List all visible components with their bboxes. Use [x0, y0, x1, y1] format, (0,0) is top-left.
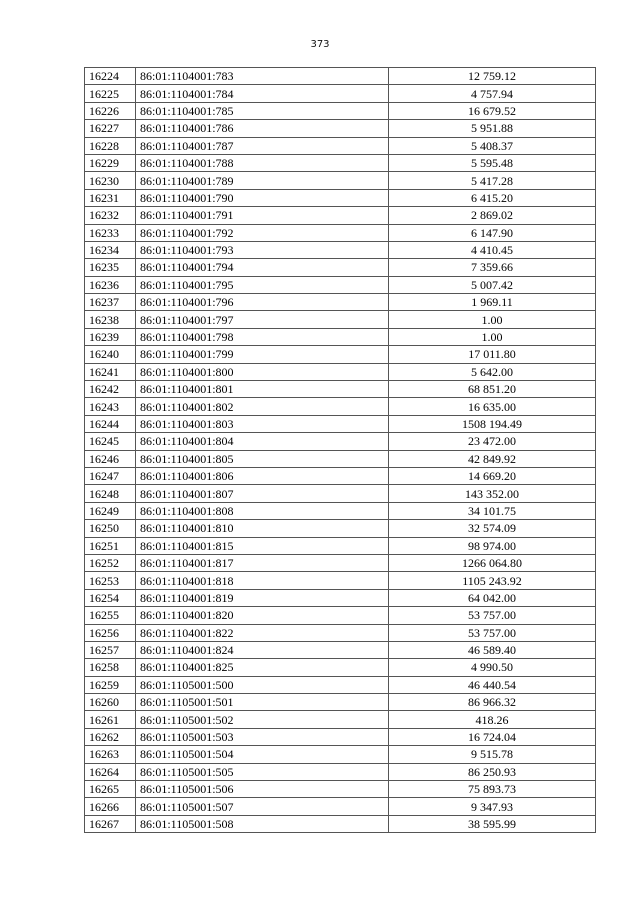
cadastral-number: 86:01:1104001:820: [136, 607, 389, 624]
value-cell: 32 574.09: [389, 520, 596, 537]
value-cell: 14 669.20: [389, 467, 596, 484]
cadastral-number: 86:01:1104001:798: [136, 328, 389, 345]
table-row: [85, 520, 596, 537]
cadastral-number: 86:01:1104001:783: [136, 68, 389, 85]
cadastral-number: 86:01:1104001:791: [136, 207, 389, 224]
value-cell: 16 724.04: [389, 728, 596, 745]
cadastral-number: 86:01:1104001:786: [136, 120, 389, 137]
table-row: [85, 398, 596, 415]
value-cell: 16 679.52: [389, 102, 596, 119]
value-cell: 418.26: [389, 711, 596, 728]
row-number: 16251: [85, 537, 136, 554]
value-cell: 9 515.78: [389, 746, 596, 763]
value-cell: 68 851.20: [389, 381, 596, 398]
row-number: 16232: [85, 207, 136, 224]
value-cell: 1.00: [389, 311, 596, 328]
value-cell: 86 250.93: [389, 763, 596, 780]
row-number: 16247: [85, 467, 136, 484]
value-cell: 1 969.11: [389, 294, 596, 311]
table-row: [85, 154, 596, 171]
row-number: 16266: [85, 798, 136, 815]
value-cell: 4 990.50: [389, 659, 596, 676]
row-number: 16249: [85, 502, 136, 519]
cadastral-number: 86:01:1104001:801: [136, 381, 389, 398]
value-cell: 143 352.00: [389, 485, 596, 502]
value-cell: 6 415.20: [389, 189, 596, 206]
cadastral-number: 86:01:1104001:825: [136, 659, 389, 676]
cadastral-number: 86:01:1104001:800: [136, 363, 389, 380]
page-number: 373: [310, 39, 330, 50]
value-cell: 98 974.00: [389, 537, 596, 554]
table-row: [85, 467, 596, 484]
table-row: [85, 346, 596, 363]
table-row: [85, 624, 596, 641]
cadastral-number: 86:01:1105001:502: [136, 711, 389, 728]
table-row: [85, 241, 596, 258]
value-cell: 2 869.02: [389, 207, 596, 224]
value-cell: 4 757.94: [389, 85, 596, 102]
table-row: [85, 554, 596, 571]
value-cell: 5 417.28: [389, 172, 596, 189]
table-row: [85, 694, 596, 711]
row-number: 16248: [85, 485, 136, 502]
table-row: [85, 259, 596, 276]
row-number: 16226: [85, 102, 136, 119]
table-row: [85, 711, 596, 728]
cadastral-number: 86:01:1104001:795: [136, 276, 389, 293]
value-cell: 1266 064.80: [389, 554, 596, 571]
cadastral-number: 86:01:1105001:506: [136, 781, 389, 798]
cadastral-number: 86:01:1104001:817: [136, 554, 389, 571]
row-number: 16242: [85, 381, 136, 398]
table-row: [85, 294, 596, 311]
cadastral-number: 86:01:1104001:797: [136, 311, 389, 328]
cadastral-number: 86:01:1104001:804: [136, 433, 389, 450]
cadastral-number: 86:01:1104001:819: [136, 589, 389, 606]
cadastral-number: 86:01:1104001:796: [136, 294, 389, 311]
table-row: [85, 798, 596, 815]
cadastral-number: 86:01:1105001:505: [136, 763, 389, 780]
row-number: 16230: [85, 172, 136, 189]
value-cell: 64 042.00: [389, 589, 596, 606]
table-row: [85, 746, 596, 763]
cadastral-number: 86:01:1104001:787: [136, 137, 389, 154]
row-number: 16262: [85, 728, 136, 745]
table-row: [85, 224, 596, 241]
row-number: 16235: [85, 259, 136, 276]
cadastral-number: 86:01:1104001:785: [136, 102, 389, 119]
row-number: 16260: [85, 694, 136, 711]
cadastral-number: 86:01:1104001:806: [136, 467, 389, 484]
value-cell: 1508 194.49: [389, 415, 596, 432]
row-number: 16246: [85, 450, 136, 467]
row-number: 16253: [85, 572, 136, 589]
table-body: [85, 68, 596, 833]
value-cell: 5 642.00: [389, 363, 596, 380]
cadastral-number: 86:01:1105001:504: [136, 746, 389, 763]
row-number: 16261: [85, 711, 136, 728]
cadastral-number: 86:01:1105001:500: [136, 676, 389, 693]
value-cell: 46 589.40: [389, 641, 596, 658]
cadastral-number: 86:01:1104001:793: [136, 241, 389, 258]
table-row: [85, 763, 596, 780]
value-cell: 4 410.45: [389, 241, 596, 258]
table-row: [85, 276, 596, 293]
table-row: [85, 607, 596, 624]
row-number: 16240: [85, 346, 136, 363]
table-row: [85, 189, 596, 206]
row-number: 16252: [85, 554, 136, 571]
table-row: [85, 502, 596, 519]
value-cell: 42 849.92: [389, 450, 596, 467]
table-row: [85, 207, 596, 224]
table-row: [85, 815, 596, 832]
value-cell: 7 359.66: [389, 259, 596, 276]
row-number: 16229: [85, 154, 136, 171]
cadastral-number: 86:01:1104001:784: [136, 85, 389, 102]
row-number: 16231: [85, 189, 136, 206]
table-row: [85, 537, 596, 554]
cadastral-number: 86:01:1104001:805: [136, 450, 389, 467]
cadastral-number: 86:01:1104001:807: [136, 485, 389, 502]
cadastral-number: 86:01:1105001:507: [136, 798, 389, 815]
row-number: 16254: [85, 589, 136, 606]
table-row: [85, 381, 596, 398]
table-row: [85, 572, 596, 589]
value-cell: 34 101.75: [389, 502, 596, 519]
value-cell: 53 757.00: [389, 607, 596, 624]
value-cell: 46 440.54: [389, 676, 596, 693]
row-number: 16257: [85, 641, 136, 658]
table-row: [85, 641, 596, 658]
cadastral-number: 86:01:1104001:788: [136, 154, 389, 171]
table-row: [85, 433, 596, 450]
cadastral-number: 86:01:1104001:799: [136, 346, 389, 363]
row-number: 16234: [85, 241, 136, 258]
row-number: 16227: [85, 120, 136, 137]
row-number: 16241: [85, 363, 136, 380]
table-row: [85, 485, 596, 502]
cadastral-number: 86:01:1104001:818: [136, 572, 389, 589]
cadastral-number: 86:01:1104001:810: [136, 520, 389, 537]
value-cell: 9 347.93: [389, 798, 596, 815]
value-cell: 38 595.99: [389, 815, 596, 832]
data-table: [84, 67, 596, 833]
value-cell: 5 408.37: [389, 137, 596, 154]
cadastral-number: 86:01:1104001:789: [136, 172, 389, 189]
value-cell: 1105 243.92: [389, 572, 596, 589]
table-row: [85, 328, 596, 345]
table-row: [85, 363, 596, 380]
table-row: [85, 172, 596, 189]
table-row: [85, 85, 596, 102]
cadastral-number: 86:01:1104001:802: [136, 398, 389, 415]
table-row: [85, 68, 596, 85]
table-row: [85, 659, 596, 676]
value-cell: 17 011.80: [389, 346, 596, 363]
value-cell: 5 007.42: [389, 276, 596, 293]
value-cell: 12 759.12: [389, 68, 596, 85]
table-row: [85, 311, 596, 328]
value-cell: 86 966.32: [389, 694, 596, 711]
table-row: [85, 120, 596, 137]
table-row: [85, 102, 596, 119]
cadastral-number: 86:01:1104001:824: [136, 641, 389, 658]
value-cell: 75 893.73: [389, 781, 596, 798]
row-number: 16265: [85, 781, 136, 798]
row-number: 16255: [85, 607, 136, 624]
cadastral-number: 86:01:1104001:815: [136, 537, 389, 554]
row-number: 16250: [85, 520, 136, 537]
cadastral-number: 86:01:1104001:803: [136, 415, 389, 432]
value-cell: 6 147.90: [389, 224, 596, 241]
row-number: 16267: [85, 815, 136, 832]
row-number: 16259: [85, 676, 136, 693]
cadastral-number: 86:01:1105001:508: [136, 815, 389, 832]
row-number: 16243: [85, 398, 136, 415]
row-number: 16224: [85, 68, 136, 85]
row-number: 16239: [85, 328, 136, 345]
cadastral-number: 86:01:1104001:808: [136, 502, 389, 519]
row-number: 16238: [85, 311, 136, 328]
value-cell: 16 635.00: [389, 398, 596, 415]
row-number: 16263: [85, 746, 136, 763]
table-row: [85, 728, 596, 745]
value-cell: 5 951.88: [389, 120, 596, 137]
value-cell: 5 595.48: [389, 154, 596, 171]
row-number: 16258: [85, 659, 136, 676]
row-number: 16264: [85, 763, 136, 780]
row-number: 16244: [85, 415, 136, 432]
row-number: 16236: [85, 276, 136, 293]
value-cell: 23 472.00: [389, 433, 596, 450]
value-cell: 53 757.00: [389, 624, 596, 641]
row-number: 16256: [85, 624, 136, 641]
table-row: [85, 137, 596, 154]
table-row: [85, 676, 596, 693]
row-number: 16237: [85, 294, 136, 311]
table-row: [85, 589, 596, 606]
value-cell: 1.00: [389, 328, 596, 345]
cadastral-number: 86:01:1104001:794: [136, 259, 389, 276]
row-number: 16233: [85, 224, 136, 241]
table-row: [85, 415, 596, 432]
table-row: [85, 450, 596, 467]
cadastral-number: 86:01:1104001:792: [136, 224, 389, 241]
table-row: [85, 781, 596, 798]
row-number: 16225: [85, 85, 136, 102]
cadastral-number: 86:01:1105001:501: [136, 694, 389, 711]
cadastral-number: 86:01:1104001:822: [136, 624, 389, 641]
cadastral-number: 86:01:1104001:790: [136, 189, 389, 206]
cadastral-number: 86:01:1105001:503: [136, 728, 389, 745]
row-number: 16245: [85, 433, 136, 450]
row-number: 16228: [85, 137, 136, 154]
